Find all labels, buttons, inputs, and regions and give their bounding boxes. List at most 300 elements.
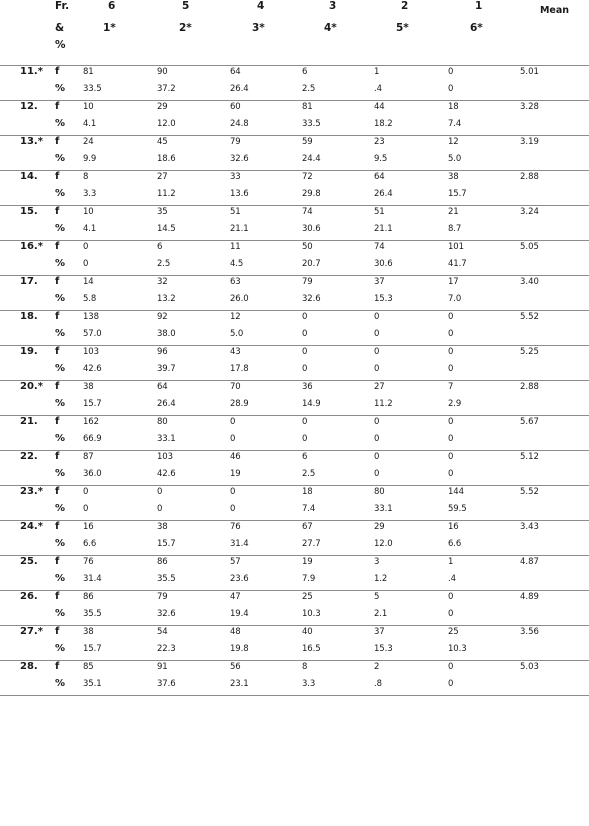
row-label-percent: %	[55, 503, 83, 521]
frequency-cell: 162	[83, 417, 99, 427]
frequency-cell: 0	[448, 347, 454, 357]
mean-blank	[520, 678, 589, 696]
percent-cell: 2.9	[448, 398, 520, 416]
mean-cell: 5.25	[520, 347, 539, 357]
mean-blank	[520, 643, 589, 661]
mean-cell: 5.52	[520, 312, 539, 322]
frequency-cell: 16	[448, 522, 459, 532]
row-label-f: f	[55, 591, 60, 602]
frequency-cell: 7	[448, 382, 454, 392]
mean-blank	[520, 573, 589, 591]
frequency-cell: 14	[83, 277, 94, 287]
table-row-frequency	[0, 171, 589, 189]
percent-cell: 38.0	[157, 328, 230, 346]
percent-cell: 0	[448, 433, 520, 451]
table-row-frequency	[0, 276, 589, 294]
item-number: 24.*	[20, 521, 43, 532]
frequency-cell: 80	[374, 487, 385, 497]
frequency-cell: 80	[157, 417, 168, 427]
percent-cell: 8.7	[448, 223, 520, 241]
mean-blank	[520, 328, 589, 346]
frequency-cell: 19	[302, 557, 313, 567]
item-blank	[0, 363, 55, 381]
item-number: 23.*	[20, 486, 43, 497]
table-row-frequency	[0, 451, 589, 469]
table-header	[0, 0, 589, 66]
header-scale-bottom: 1*	[103, 22, 116, 34]
item-blank	[0, 83, 55, 101]
frequency-cell: 138	[83, 312, 99, 322]
frequency-cell: 18	[448, 102, 459, 112]
header-fr-ampersand: &	[55, 22, 65, 34]
row-label-f: f	[55, 626, 60, 637]
row-label-f: f	[55, 381, 60, 392]
frequency-cell: 37	[374, 277, 385, 287]
table-row-percent	[0, 538, 589, 556]
frequency-cell: 8	[83, 172, 89, 182]
percent-cell: 18.2	[374, 118, 448, 136]
frequency-cell: 47	[230, 592, 241, 602]
percent-cell: 7.9	[302, 573, 374, 591]
frequency-cell: 6	[302, 67, 308, 77]
percent-cell: 23.1	[230, 678, 302, 696]
percent-cell: 6.6	[448, 538, 520, 556]
item-blank	[0, 258, 55, 276]
percent-cell: 66.9	[83, 433, 157, 451]
table-row-percent	[0, 293, 589, 311]
frequency-cell: 17	[448, 277, 459, 287]
table-row-percent	[0, 188, 589, 206]
table-row-frequency	[0, 626, 589, 644]
frequency-cell: 0	[302, 417, 308, 427]
percent-cell: 21.1	[230, 223, 302, 241]
percent-cell: 24.4	[302, 153, 374, 171]
frequency-cell: 0	[448, 592, 454, 602]
frequency-cell: 51	[374, 207, 385, 217]
percent-cell: 35.5	[83, 608, 157, 626]
mean-cell: 5.03	[520, 662, 539, 672]
frequency-cell: 23	[374, 137, 385, 147]
percent-cell: 0	[230, 503, 302, 521]
frequency-cell: 0	[374, 347, 380, 357]
frequency-cell: 0	[374, 417, 380, 427]
percent-cell: .8	[374, 678, 448, 696]
percent-cell: 15.7	[448, 188, 520, 206]
table-body	[0, 66, 589, 696]
frequency-cell: 0	[157, 487, 163, 497]
frequency-cell: 25	[448, 627, 459, 637]
mean-cell: 4.89	[520, 592, 539, 602]
frequency-cell: 54	[157, 627, 168, 637]
percent-cell: 3.3	[302, 678, 374, 696]
item-blank	[0, 643, 55, 661]
frequency-cell: 0	[448, 417, 454, 427]
frequency-cell: 38	[157, 522, 168, 532]
percent-cell: 10.3	[302, 608, 374, 626]
frequency-cell: 25	[302, 592, 313, 602]
frequency-cell: 0	[374, 312, 380, 322]
percent-cell: 0	[448, 83, 520, 101]
percent-cell: 0	[374, 433, 448, 451]
percent-cell: 0	[230, 433, 302, 451]
percent-cell: 0	[448, 363, 520, 381]
percent-cell: 0	[448, 608, 520, 626]
percent-cell: 4.5	[230, 258, 302, 276]
percent-cell: 19.4	[230, 608, 302, 626]
mean-cell: 3.24	[520, 207, 539, 217]
item-blank	[0, 223, 55, 241]
mean-blank	[520, 83, 589, 101]
row-label-f: f	[55, 276, 60, 287]
table-row-percent	[0, 678, 589, 696]
frequency-cell: 103	[83, 347, 99, 357]
item-number: 26.	[20, 591, 38, 602]
table-row-frequency	[0, 591, 589, 609]
frequency-cell: 50	[302, 242, 313, 252]
percent-cell: 0	[83, 258, 157, 276]
table-row-frequency	[0, 311, 589, 329]
percent-cell: 0	[374, 363, 448, 381]
percent-cell: 33.1	[157, 433, 230, 451]
item-blank	[0, 678, 55, 696]
item-number: 19.	[20, 346, 38, 357]
table-row-percent	[0, 258, 589, 276]
frequency-cell: 81	[302, 102, 313, 112]
table-row-frequency	[0, 66, 589, 84]
percent-cell: 33.5	[302, 118, 374, 136]
header-scale-top: 6	[108, 0, 116, 12]
row-label-percent: %	[55, 433, 83, 451]
frequency-cell: 1	[448, 557, 454, 567]
percent-cell: 0	[157, 503, 230, 521]
frequency-cell: 76	[230, 522, 241, 532]
percent-cell: 33.1	[374, 503, 448, 521]
frequency-cell: 11	[230, 242, 241, 252]
header-scale-top: 1	[475, 0, 483, 12]
row-label-percent: %	[55, 468, 83, 486]
frequency-cell: 6	[302, 452, 308, 462]
frequency-cell: 5	[374, 592, 380, 602]
frequency-cell: 81	[83, 67, 94, 77]
frequency-cell: 0	[448, 452, 454, 462]
mean-cell: 2.88	[520, 382, 539, 392]
percent-cell: 59.5	[448, 503, 520, 521]
percent-cell: 11.2	[157, 188, 230, 206]
percent-cell: 24.8	[230, 118, 302, 136]
frequency-cell: 79	[302, 277, 313, 287]
frequency-cell: 74	[302, 207, 313, 217]
frequency-cell: 44	[374, 102, 385, 112]
frequency-cell: 10	[83, 207, 94, 217]
row-label-percent: %	[55, 258, 83, 276]
percent-cell: 7.0	[448, 293, 520, 311]
frequency-cell: 74	[374, 242, 385, 252]
mean-blank	[520, 363, 589, 381]
frequency-cell: 6	[157, 242, 163, 252]
percent-cell: 26.4	[230, 83, 302, 101]
item-blank	[0, 608, 55, 626]
frequency-cell: 1	[374, 67, 380, 77]
percent-cell: 22.3	[157, 643, 230, 661]
header-scale-bottom: 3*	[252, 22, 265, 34]
frequency-cell: 85	[83, 662, 94, 672]
percent-cell: 7.4	[302, 503, 374, 521]
frequency-cell: 72	[302, 172, 313, 182]
percent-cell: 30.6	[302, 223, 374, 241]
frequency-cell: 38	[83, 382, 94, 392]
table-row-percent	[0, 328, 589, 346]
table-row-frequency	[0, 661, 589, 679]
table-row-frequency	[0, 241, 589, 259]
frequency-cell: 96	[157, 347, 168, 357]
percent-cell: 26.4	[157, 398, 230, 416]
percent-cell: 26.0	[230, 293, 302, 311]
row-label-f: f	[55, 206, 60, 217]
percent-cell: 36.0	[83, 468, 157, 486]
percent-cell: 12.0	[157, 118, 230, 136]
header-scale-bottom: 5*	[396, 22, 409, 34]
percent-cell: 0	[448, 468, 520, 486]
frequency-cell: 3	[374, 557, 380, 567]
frequency-cell: 0	[448, 662, 454, 672]
frequency-cell: 79	[230, 137, 241, 147]
item-number: 18.	[20, 311, 38, 322]
table-row-percent	[0, 118, 589, 136]
row-label-f: f	[55, 311, 60, 322]
percent-cell: 0	[448, 328, 520, 346]
row-label-percent: %	[55, 153, 83, 171]
item-number: 16.*	[20, 241, 43, 252]
percent-cell: 41.7	[448, 258, 520, 276]
frequency-cell: 24	[83, 137, 94, 147]
row-label-f: f	[55, 451, 60, 462]
mean-blank	[520, 398, 589, 416]
item-blank	[0, 468, 55, 486]
header-scale-top: 3	[329, 0, 337, 12]
percent-cell: 7.4	[448, 118, 520, 136]
percent-cell: 57.0	[83, 328, 157, 346]
frequency-cell: 60	[230, 102, 241, 112]
header-mean: Mean	[539, 5, 570, 16]
table-row-frequency	[0, 136, 589, 154]
percent-cell: 4.1	[83, 118, 157, 136]
header-scale-bottom: 4*	[324, 22, 337, 34]
frequency-cell: 90	[157, 67, 168, 77]
percent-cell: 13.6	[230, 188, 302, 206]
header-scale-top: 5	[182, 0, 190, 12]
header-blank	[0, 22, 55, 39]
percent-cell: 16.5	[302, 643, 374, 661]
row-label-f: f	[55, 171, 60, 182]
frequency-cell: 0	[448, 312, 454, 322]
percent-cell: 0	[302, 433, 374, 451]
mean-cell: 2.88	[520, 172, 539, 182]
header-scale-bottom: 6*	[470, 22, 483, 34]
percent-cell: 19.8	[230, 643, 302, 661]
item-number: 14.	[20, 171, 38, 182]
mean-cell: 3.43	[520, 522, 539, 532]
frequency-cell: 0	[302, 312, 308, 322]
row-label-f: f	[55, 486, 60, 497]
frequency-cell: 18	[302, 487, 313, 497]
frequency-cell: 27	[157, 172, 168, 182]
percent-cell: 2.5	[157, 258, 230, 276]
row-label-percent: %	[55, 608, 83, 626]
table-row-percent	[0, 363, 589, 381]
percent-cell: 1.2	[374, 573, 448, 591]
percent-cell: 31.4	[83, 573, 157, 591]
frequency-cell: 48	[230, 627, 241, 637]
mean-blank	[520, 293, 589, 311]
percent-cell: 2.1	[374, 608, 448, 626]
table-row-percent	[0, 468, 589, 486]
frequency-cell: 46	[230, 452, 241, 462]
frequency-cell: 12	[230, 312, 241, 322]
percent-cell: 30.6	[374, 258, 448, 276]
mean-blank	[520, 433, 589, 451]
mean-cell: 4.87	[520, 557, 539, 567]
percent-cell: 5.0	[448, 153, 520, 171]
item-blank	[0, 293, 55, 311]
frequency-cell: 43	[230, 347, 241, 357]
frequency-cell: 144	[448, 487, 464, 497]
percent-cell: 11.2	[374, 398, 448, 416]
mean-blank	[520, 118, 589, 136]
frequency-cell: 40	[302, 627, 313, 637]
percent-cell: 2.5	[302, 468, 374, 486]
row-label-f: f	[55, 101, 60, 112]
row-label-percent: %	[55, 398, 83, 416]
percent-cell: 15.3	[374, 643, 448, 661]
header-blank	[520, 22, 589, 39]
mean-blank	[520, 153, 589, 171]
table-row-percent	[0, 503, 589, 521]
frequency-cell: 38	[83, 627, 94, 637]
percent-cell: 28.9	[230, 398, 302, 416]
percent-cell: 37.2	[157, 83, 230, 101]
frequency-cell: 0	[230, 417, 236, 427]
table-row-frequency	[0, 346, 589, 364]
item-blank	[0, 328, 55, 346]
frequency-cell: 87	[83, 452, 94, 462]
row-label-percent: %	[55, 188, 83, 206]
item-blank	[0, 538, 55, 556]
table-row-frequency	[0, 206, 589, 224]
row-label-f: f	[55, 136, 60, 147]
item-blank	[0, 188, 55, 206]
row-label-f: f	[55, 521, 60, 532]
frequency-cell: 0	[374, 452, 380, 462]
percent-cell: .4	[448, 573, 520, 591]
row-label-percent: %	[55, 118, 83, 136]
frequency-cell: 0	[448, 67, 454, 77]
table-row-percent	[0, 83, 589, 101]
frequency-cell: 12	[448, 137, 459, 147]
frequency-cell: 86	[157, 557, 168, 567]
mean-cell: 5.12	[520, 452, 539, 462]
header-blank	[0, 0, 55, 22]
frequency-cell: 16	[83, 522, 94, 532]
row-label-percent: %	[55, 363, 83, 381]
frequency-cell: 76	[83, 557, 94, 567]
item-number: 17.	[20, 276, 38, 287]
frequency-cell: 45	[157, 137, 168, 147]
percent-cell: 39.7	[157, 363, 230, 381]
percent-cell: 23.6	[230, 573, 302, 591]
frequency-cell: 2	[374, 662, 380, 672]
frequency-cell: 56	[230, 662, 241, 672]
frequency-cell: 8	[302, 662, 308, 672]
table-row-frequency	[0, 556, 589, 574]
row-label-percent: %	[55, 643, 83, 661]
row-label-f: f	[55, 556, 60, 567]
percent-cell: 0	[302, 328, 374, 346]
item-blank	[0, 573, 55, 591]
percent-cell: 3.3	[83, 188, 157, 206]
item-number: 22.	[20, 451, 38, 462]
percent-cell: 14.5	[157, 223, 230, 241]
item-blank	[0, 503, 55, 521]
table-row-percent	[0, 223, 589, 241]
frequency-cell: 0	[83, 242, 89, 252]
percent-cell: 42.6	[157, 468, 230, 486]
percent-cell: 18.6	[157, 153, 230, 171]
frequency-cell: 63	[230, 277, 241, 287]
item-number: 11.*	[20, 66, 43, 77]
row-label-f: f	[55, 66, 60, 77]
mean-blank	[520, 258, 589, 276]
row-label-percent: %	[55, 223, 83, 241]
table-row-percent	[0, 573, 589, 591]
row-label-percent: %	[55, 538, 83, 556]
mean-cell: 5.05	[520, 242, 539, 252]
mean-blank	[520, 538, 589, 556]
percent-cell: 35.1	[83, 678, 157, 696]
item-number: 25.	[20, 556, 38, 567]
frequency-cell: 33	[230, 172, 241, 182]
item-blank	[0, 118, 55, 136]
percent-cell: 19	[230, 468, 302, 486]
table-row-percent	[0, 643, 589, 661]
percent-cell: 4.1	[83, 223, 157, 241]
percent-cell: 31.4	[230, 538, 302, 556]
percent-cell: 29.8	[302, 188, 374, 206]
item-blank	[0, 398, 55, 416]
frequency-cell: 0	[83, 487, 89, 497]
percent-cell: 20.7	[302, 258, 374, 276]
mean-cell: 3.56	[520, 627, 539, 637]
row-label-percent: %	[55, 83, 83, 101]
frequency-cell: 59	[302, 137, 313, 147]
header-scale-top: 4	[257, 0, 265, 12]
item-number: 15.	[20, 206, 38, 217]
percent-cell: 0	[374, 328, 448, 346]
frequency-cell: 101	[448, 242, 464, 252]
item-blank	[0, 433, 55, 451]
percent-cell: 27.7	[302, 538, 374, 556]
table-row-frequency	[0, 486, 589, 504]
header-scale-top: 2	[401, 0, 409, 12]
row-label-percent: %	[55, 293, 83, 311]
percent-cell: 9.9	[83, 153, 157, 171]
frequency-cell: 51	[230, 207, 241, 217]
mean-blank	[520, 503, 589, 521]
table-row-frequency	[0, 521, 589, 539]
table-row-frequency	[0, 381, 589, 399]
mean-cell: 3.40	[520, 277, 539, 287]
row-label-f: f	[55, 241, 60, 252]
percent-cell: 32.6	[157, 608, 230, 626]
